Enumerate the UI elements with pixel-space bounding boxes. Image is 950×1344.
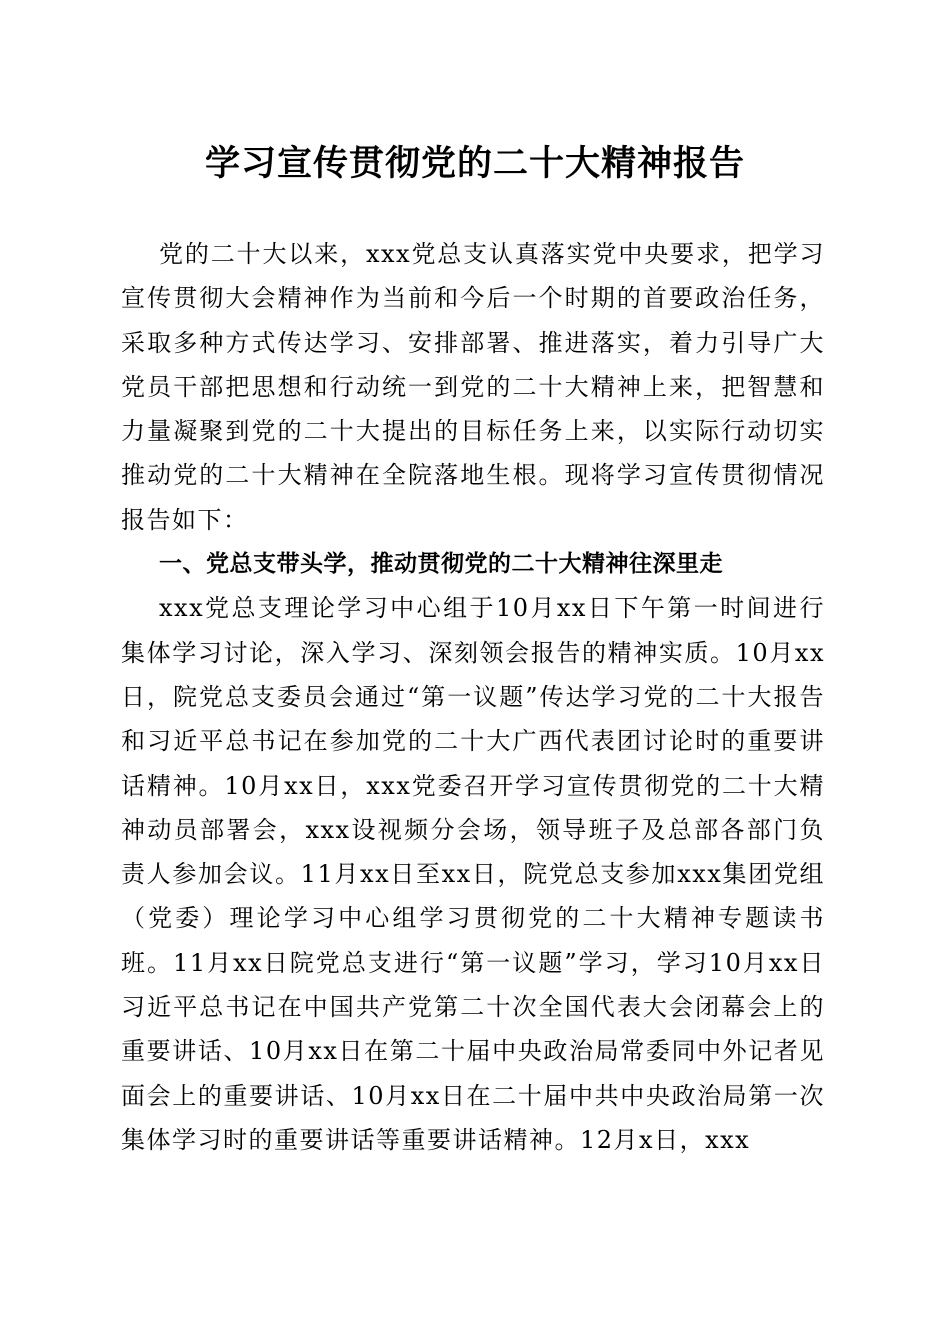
document-body xyxy=(121,232,825,1162)
document-title: 学习宣传贯彻党的二十大精神报告 xyxy=(204,143,745,184)
section-1-heading: 一、党总支带头学，推动贯彻党的二十大精神往深里走 xyxy=(159,551,723,578)
section-1-paragraph: xxx党总支理论学习中心组于10月xx日下午第一时间进行集体学习讨论，深入学习、深刻领会报告的精神实质。10月xx日，院党总支委员会通过“第一议题”传达学习党的二十大报告和习近平总书记在参加党的二十大广西代表团讨论时的重要讲话精神。10月xx日，xxx党委召开学习宣传贯彻党的二十大精神动员部署会，xxx设视频分会场，领导班子及总部各部门负责人参加会议。11月xx日至xx日，院党总支参加xxx集团党组（党委）理论学习中心组学习贯彻党的二十大精神专题读书班。11月xx日院党总支进行“第一议题”学习，学习10月xx日习近平总书记在中国共产党第二十次全国代表大会闭幕会上的重要讲话、10月xx日在第二十届中央政治局常委同中外记者见面会上的重要讲话、10月xx日在二十届中共中央政治局第一次集体学习时的重要讲话等重要讲话精神。12月x日，xxx xyxy=(121,594,825,1154)
intro-paragraph: 党的二十大以来，xxx党总支认真落实党中央要求，把学习宣传贯彻大会精神作为当前和今后一个时期的首要政治任务，采取多种方式传达学习、安排部署、推进落实，着力引导广大党员干部把思想和行动统一到党的二十大精神上来，把智慧和力量凝聚到党的二十大提出的目标任务上来，以实际行动切实推动党的二十大精神在全院落地生根。现将学习宣传贯彻情况报告如下： xyxy=(121,240,825,534)
